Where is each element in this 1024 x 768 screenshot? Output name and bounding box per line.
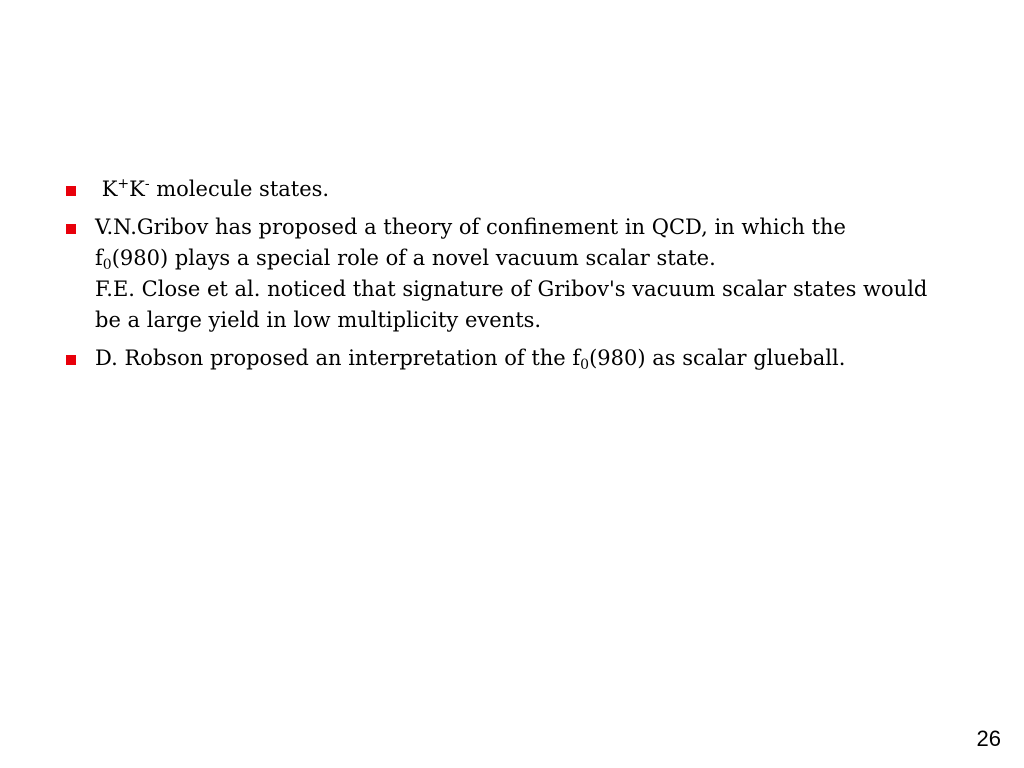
- bullet-text: [95, 346, 846, 373]
- bullet-text-rest: molecule states.: [149, 177, 330, 201]
- square-bullet-icon: [66, 186, 76, 196]
- bullet-line: V.N.Gribov has proposed a theory of confinement in QCD, in which the: [95, 215, 846, 239]
- bullet-text-start: D. Robson proposed an interpretation of the f: [95, 346, 581, 370]
- bullet-line: be a large yield in low multiplicity events.: [95, 308, 542, 332]
- bullet-text: [95, 177, 329, 201]
- minus-superscript: -: [144, 176, 150, 192]
- bullet-text-rest: (980) as scalar glueball.: [589, 346, 846, 370]
- zero-subscript: 0: [102, 257, 112, 273]
- kaon-symbol: K: [129, 177, 145, 201]
- bullet-item-kk-molecule: [62, 174, 992, 205]
- bullet-text-rest: (980) plays a special role of a novel vacuum scalar state.: [111, 246, 716, 270]
- square-bullet-icon: [66, 224, 76, 234]
- bullet-item-gribov: [62, 212, 992, 336]
- zero-subscript: 0: [580, 357, 590, 373]
- bullet-list: [62, 174, 992, 381]
- kaon-symbol: K: [101, 177, 118, 201]
- bullet-line: F.E. Close et al. noticed that signature of Gribov's vacuum scalar states would: [95, 277, 928, 301]
- bullet-item-robson: [62, 343, 992, 374]
- square-bullet-icon: [66, 355, 76, 365]
- page-number: 26: [976, 726, 1001, 751]
- bullet-line: [95, 243, 992, 274]
- f-symbol: f: [95, 246, 103, 270]
- plus-superscript: +: [117, 176, 130, 192]
